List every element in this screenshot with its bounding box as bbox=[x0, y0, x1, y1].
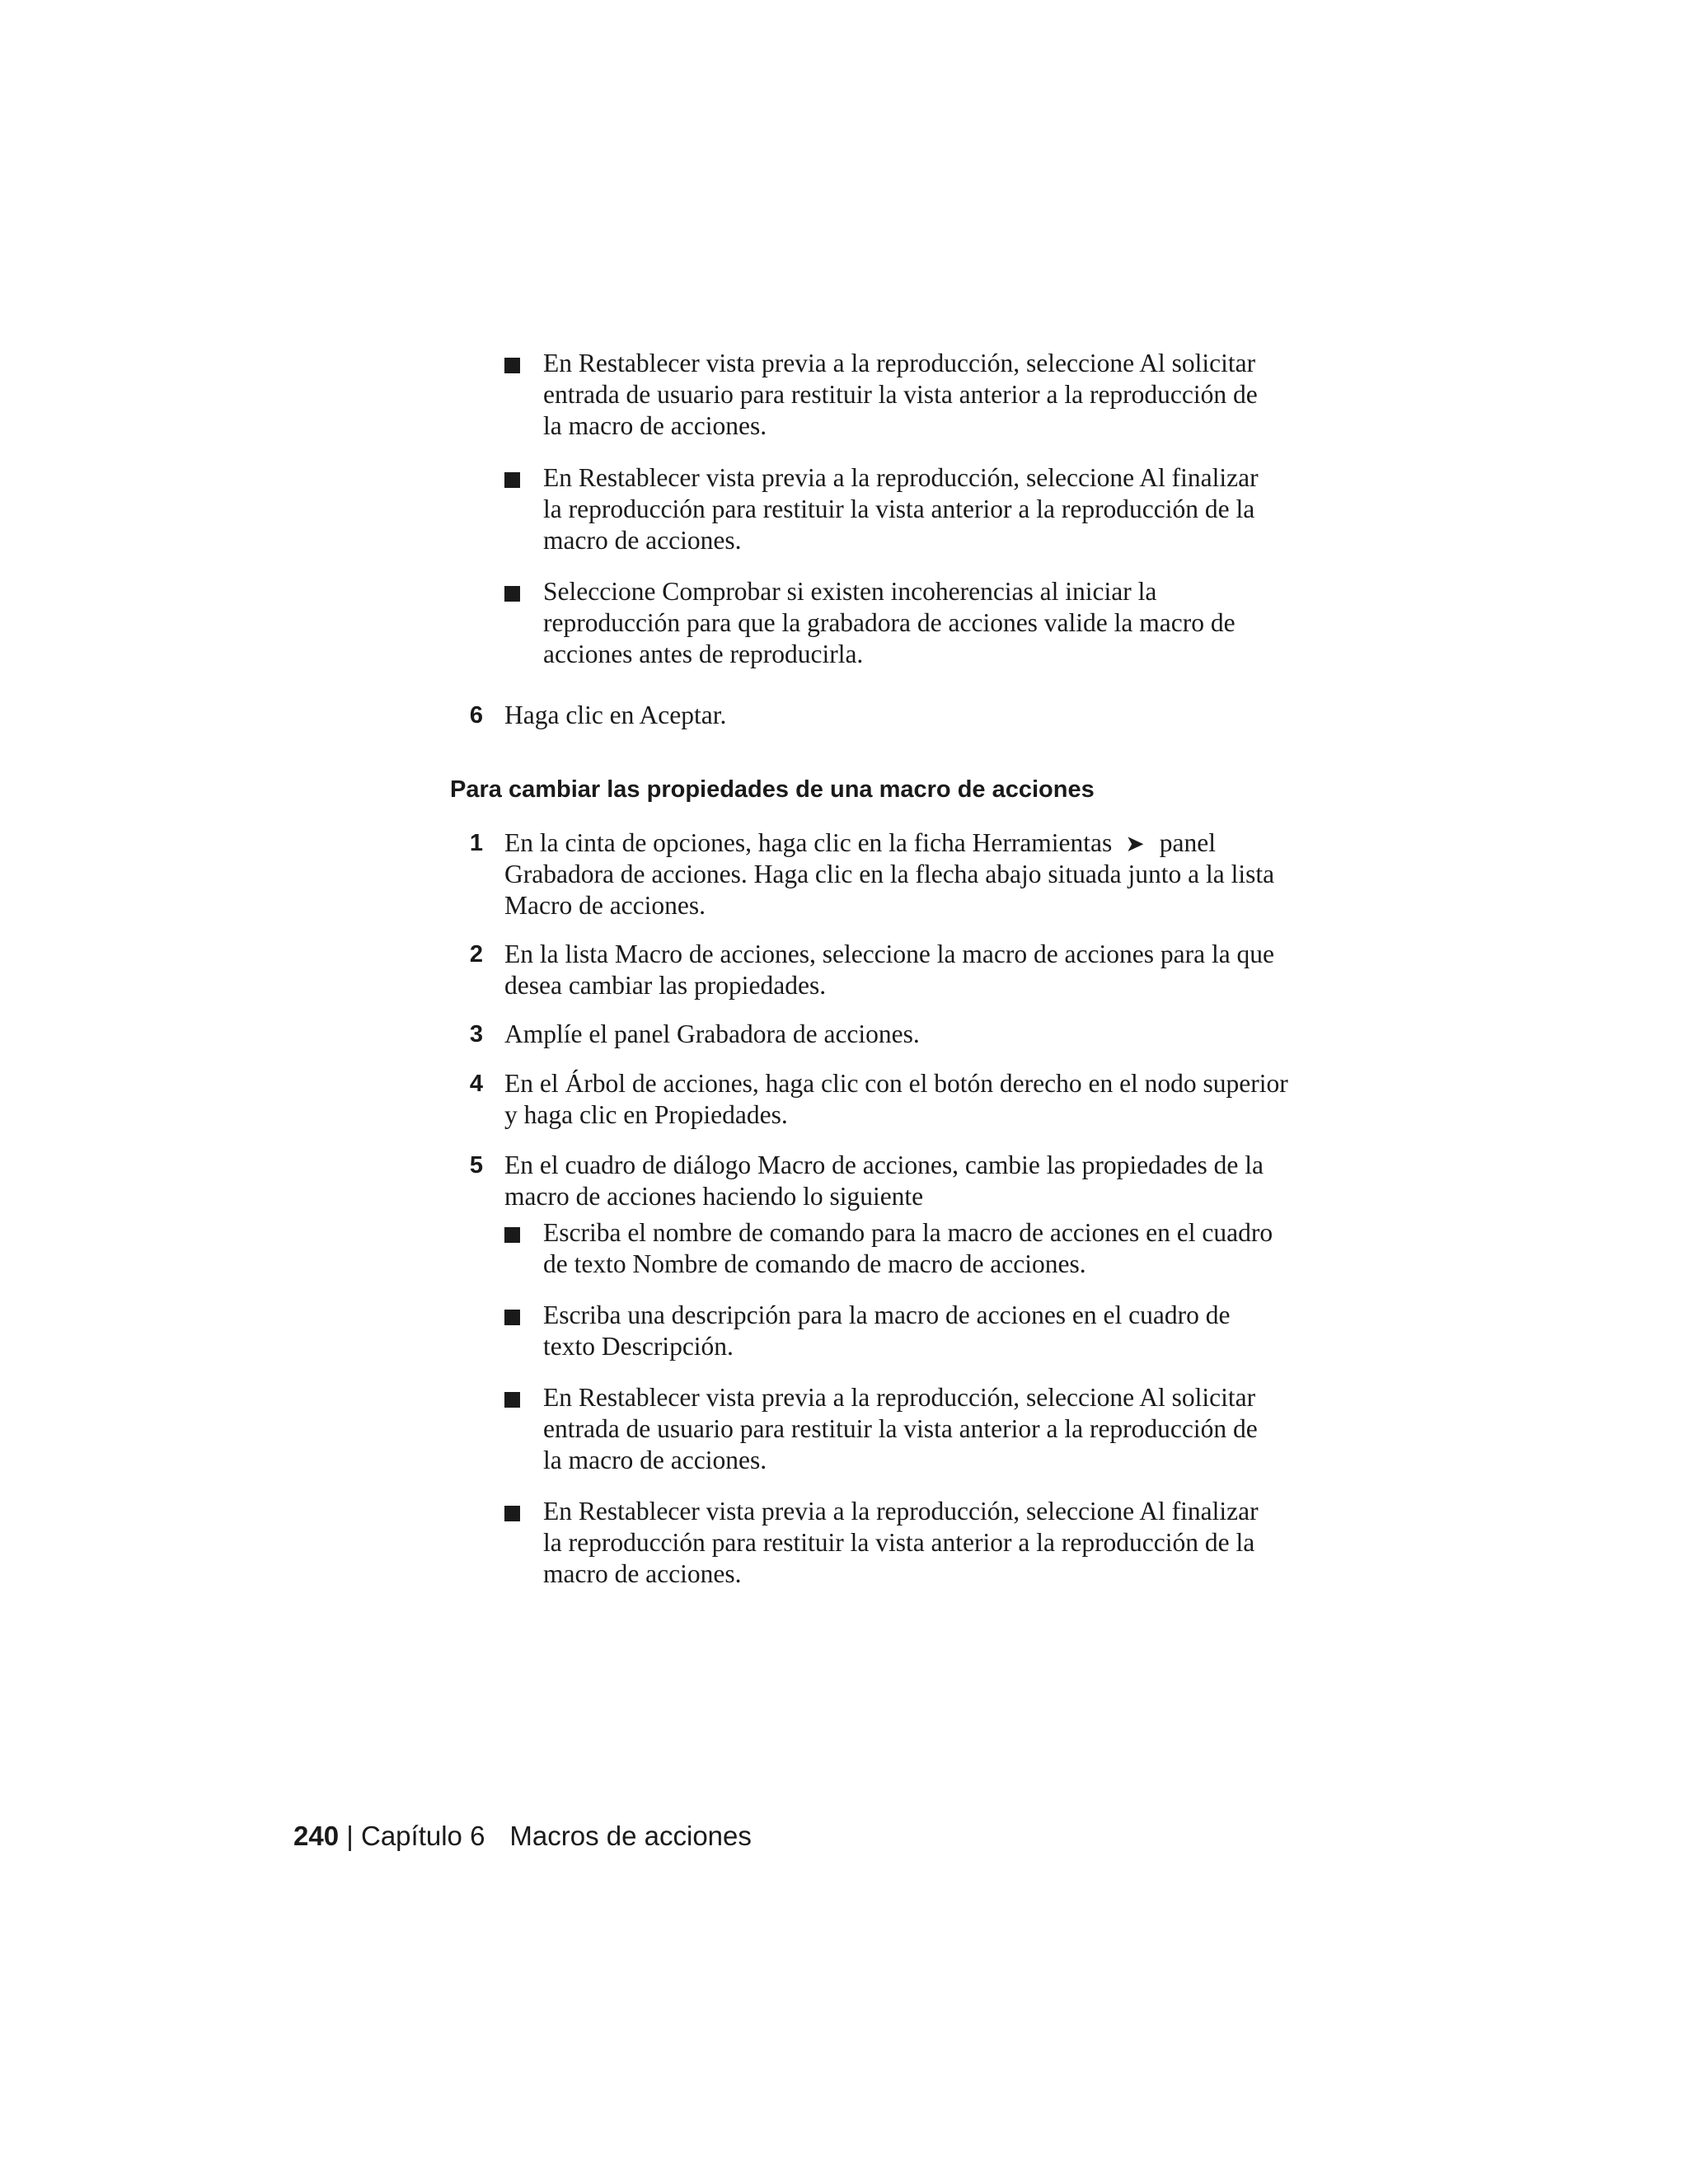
page-number: 240 bbox=[293, 1821, 340, 1851]
bullet-line: entrada de usuario para restituir la vista anterior a la reproducción de bbox=[543, 1414, 1258, 1443]
arrow-right-icon: ➤ bbox=[1125, 830, 1145, 857]
bullet-line: Escriba una descripción para la macro de acciones en el cuadro de bbox=[543, 1301, 1231, 1329]
footer-separator: | bbox=[346, 1821, 354, 1851]
step-line bbox=[504, 827, 1216, 860]
step-line: Macro de acciones. bbox=[504, 891, 706, 920]
step-text: Haga clic en Aceptar. bbox=[504, 701, 727, 729]
step-number: 1 bbox=[469, 830, 483, 856]
bullet-line: la reproducción para restituir la vista anterior a la reproducción de la bbox=[543, 494, 1255, 523]
step-line: desea cambiar las propiedades. bbox=[504, 971, 827, 1000]
step-line: Amplíe el panel Grabadora de acciones. bbox=[504, 1019, 920, 1048]
bullet-line: acciones antes de reproducirla. bbox=[543, 640, 864, 668]
bullet-square-icon bbox=[504, 1227, 520, 1243]
step-line-text: panel bbox=[1159, 828, 1216, 857]
bullet-line: Escriba el nombre de comando para la macro de acciones en el cuadro bbox=[543, 1218, 1273, 1247]
footer-chapter-title: Macros de acciones bbox=[509, 1821, 752, 1851]
step-line-text: En la cinta de opciones, haga clic en la ficha Herramientas bbox=[504, 828, 1113, 857]
bullet-line: En Restablecer vista previa a la reproducción, seleccione Al solicitar bbox=[543, 1383, 1256, 1412]
bullet-line: En Restablecer vista previa a la reproducción, seleccione Al finalizar bbox=[543, 1497, 1259, 1526]
bullet-line: En Restablecer vista previa a la reproducción, seleccione Al finalizar bbox=[543, 463, 1259, 492]
bullet-line: macro de acciones. bbox=[543, 526, 742, 555]
bullet-square-icon bbox=[504, 1310, 520, 1325]
step-number: 6 bbox=[469, 702, 483, 729]
step-number: 5 bbox=[469, 1152, 483, 1179]
section-heading: Para cambiar las propiedades de una macro de acciones bbox=[450, 776, 1095, 803]
page-footer bbox=[293, 1820, 752, 1853]
step-line: En el Árbol de acciones, haga clic con el botón derecho en el nodo superior bbox=[504, 1069, 1288, 1098]
bullet-square-icon bbox=[504, 358, 520, 373]
bullet-line: En Restablecer vista previa a la reproducción, seleccione Al solicitar bbox=[543, 349, 1256, 377]
bullet-line: Seleccione Comprobar si existen incoherencias al iniciar la bbox=[543, 577, 1157, 606]
bullet-line: macro de acciones. bbox=[543, 1559, 742, 1588]
bullet-line: texto Descripción. bbox=[543, 1332, 734, 1361]
bullet-line: la macro de acciones. bbox=[543, 1446, 767, 1474]
bullet-square-icon bbox=[504, 1392, 520, 1408]
step-line: y haga clic en Propiedades. bbox=[504, 1100, 788, 1129]
bullet-line: reproducción para que la grabadora de acciones valide la macro de bbox=[543, 608, 1236, 637]
bullet-line: de texto Nombre de comando de macro de acciones. bbox=[543, 1249, 1086, 1278]
bullet-line: la macro de acciones. bbox=[543, 411, 767, 440]
step-number: 3 bbox=[469, 1021, 483, 1047]
bullet-line: la reproducción para restituir la vista anterior a la reproducción de la bbox=[543, 1528, 1255, 1557]
bullet-square-icon bbox=[504, 586, 520, 602]
bullet-square-icon bbox=[504, 472, 520, 488]
step-number: 2 bbox=[469, 941, 483, 968]
step-number: 4 bbox=[469, 1071, 483, 1097]
step-line: macro de acciones haciendo lo siguiente bbox=[504, 1182, 924, 1211]
bullet-square-icon bbox=[504, 1506, 520, 1521]
step-line: Grabadora de acciones. Haga clic en la flecha abajo situada junto a la lista bbox=[504, 860, 1275, 888]
step-line: En la lista Macro de acciones, seleccione la macro de acciones para la que bbox=[504, 940, 1275, 968]
step-line: En el cuadro de diálogo Macro de acciones, cambie las propiedades de la bbox=[504, 1151, 1264, 1179]
footer-chapter: Capítulo 6 bbox=[360, 1821, 485, 1851]
bullet-line: entrada de usuario para restituir la vista anterior a la reproducción de bbox=[543, 380, 1258, 409]
